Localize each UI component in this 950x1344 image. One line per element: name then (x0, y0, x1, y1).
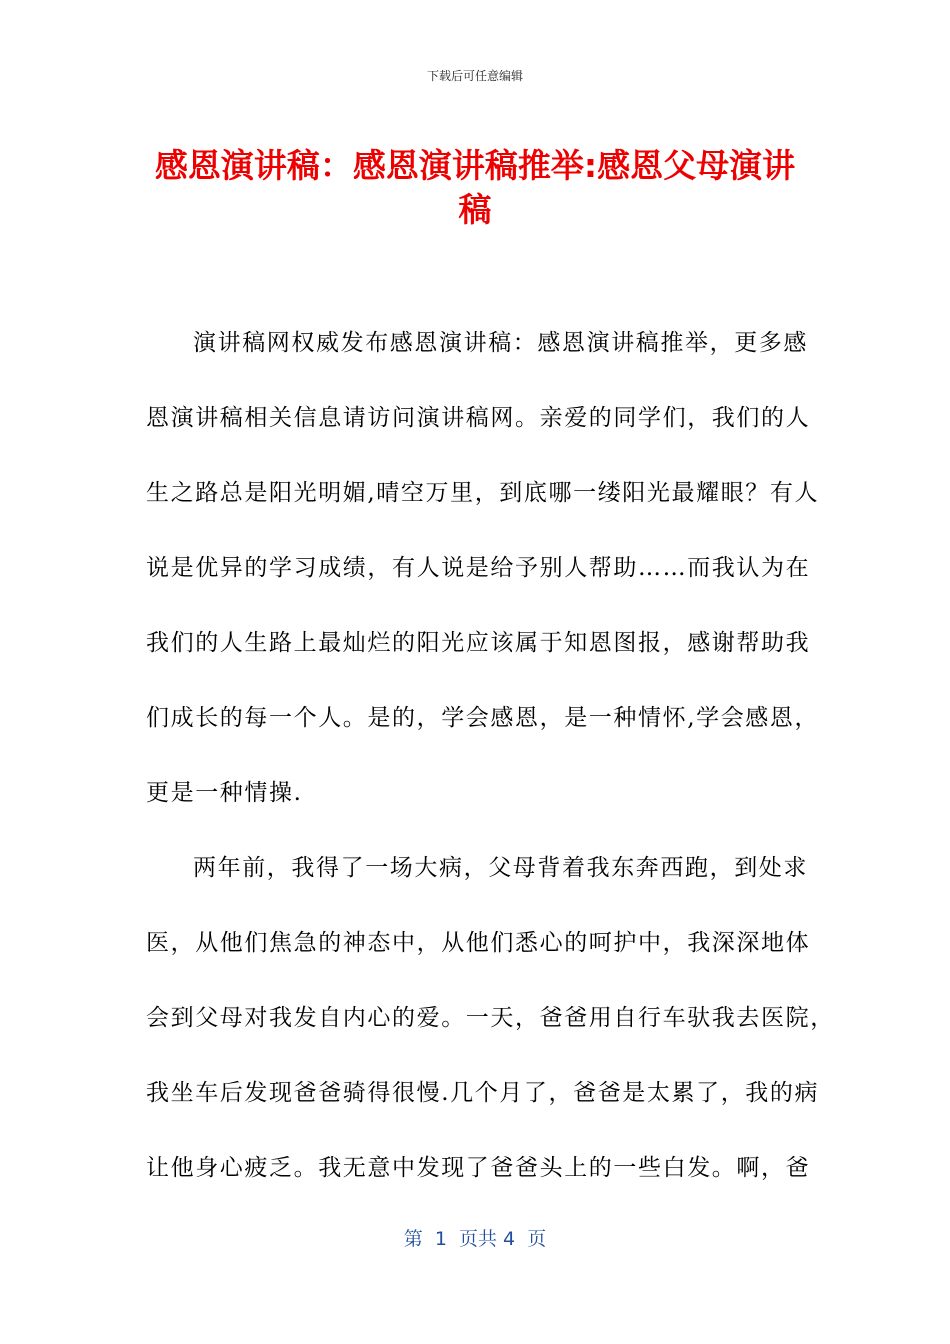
paragraph-line: 会到父母对我发自内心的爱。一天，爸爸用自行车驮我去医院， (146, 1005, 835, 1031)
paragraph-line: 演讲稿网权威发布感恩演讲稿：感恩演讲稿推举，更多感 (193, 330, 808, 356)
paragraph-line: 们成长的每一个人。是的，学会感恩，是一种情怀,学会感恩， (146, 705, 820, 731)
paragraph-line: 更是一种情操. (146, 780, 303, 806)
paragraph-line: 我坐车后发现爸爸骑得很慢.几个月了，爸爸是太累了，我的病 (146, 1080, 820, 1106)
document-title: 感恩演讲稿：感恩演讲稿推举:感恩父母演讲稿 (154, 146, 796, 229)
page-number-footer: 第 1 页共 4 页 (403, 1228, 547, 1250)
paragraph-line: 医，从他们焦急的神态中，从他们悉心的呵护中，我深深地体 (146, 930, 811, 956)
paragraph-line: 生之路总是阳光明媚,晴空万里，到底哪一缕阳光最耀眼？有人 (146, 480, 820, 506)
paragraph-line: 我们的人生路上最灿烂的阳光应该属于知恩图报，感谢帮助我 (146, 630, 811, 656)
paragraph-line: 恩演讲稿相关信息请访问演讲稿网。亲爱的同学们，我们的人 (146, 405, 811, 431)
header-note: 下载后可任意编辑 (426, 69, 523, 83)
paragraph-line: 说是优异的学习成绩，有人说是给予别人帮助……而我认为在 (146, 555, 811, 581)
paragraph-line: 两年前，我得了一场大病，父母背着我东奔西跑，到处求 (193, 855, 808, 881)
paragraph-line: 让他身心疲乏。我无意中发现了爸爸头上的一些白发。啊，爸 (146, 1155, 811, 1181)
body-text (146, 325, 835, 1225)
